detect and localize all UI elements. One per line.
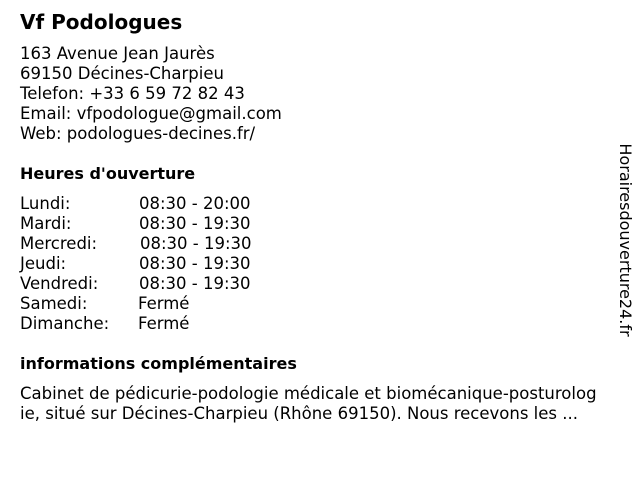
hours-day: Mardi:: [20, 214, 72, 233]
hours-day: Vendredi:: [20, 274, 99, 293]
contact-block: [20, 44, 282, 144]
hours-day: Lundi:: [20, 194, 71, 213]
hours-day: Mercredi:: [20, 234, 98, 253]
email-address: Email: vfpodologue@gmail.com: [20, 104, 282, 123]
description-line: Cabinet de pédicurie-podologie médicale et biomécanique-posturolog: [20, 384, 597, 403]
address-street: 163 Avenue Jean Jaurès: [20, 44, 215, 63]
hours-time: 08:30 - 19:30: [139, 214, 251, 233]
hours-time: 08:30 - 20:00: [139, 194, 251, 213]
hours-time: 08:30 - 19:30: [139, 254, 251, 273]
hours-time: Fermé: [138, 314, 190, 333]
hours-day: Samedi:: [20, 294, 88, 313]
hours-day: Dimanche:: [20, 314, 110, 333]
business-name: Vf Podologues: [20, 10, 183, 34]
description-line: ie, situé sur Décines-Charpieu (Rhône 69150). Nous recevons les ...: [20, 404, 578, 423]
website-link: Web: podologues-decines.fr/: [20, 124, 256, 143]
hours-time: Fermé: [138, 294, 190, 313]
hours-time: 08:30 - 19:30: [140, 234, 252, 253]
hours-day: Jeudi:: [20, 254, 67, 273]
info-heading: informations complémentaires: [20, 354, 297, 373]
site-watermark: Horairesdouverture24.fr: [616, 143, 635, 337]
business-description: [20, 384, 630, 424]
phone-number: Telefon: +33 6 59 72 82 43: [20, 84, 245, 103]
hours-time: 08:30 - 19:30: [139, 274, 251, 293]
hours-heading: Heures d'ouverture: [20, 164, 196, 183]
address-city: 69150 Décines-Charpieu: [20, 64, 224, 83]
